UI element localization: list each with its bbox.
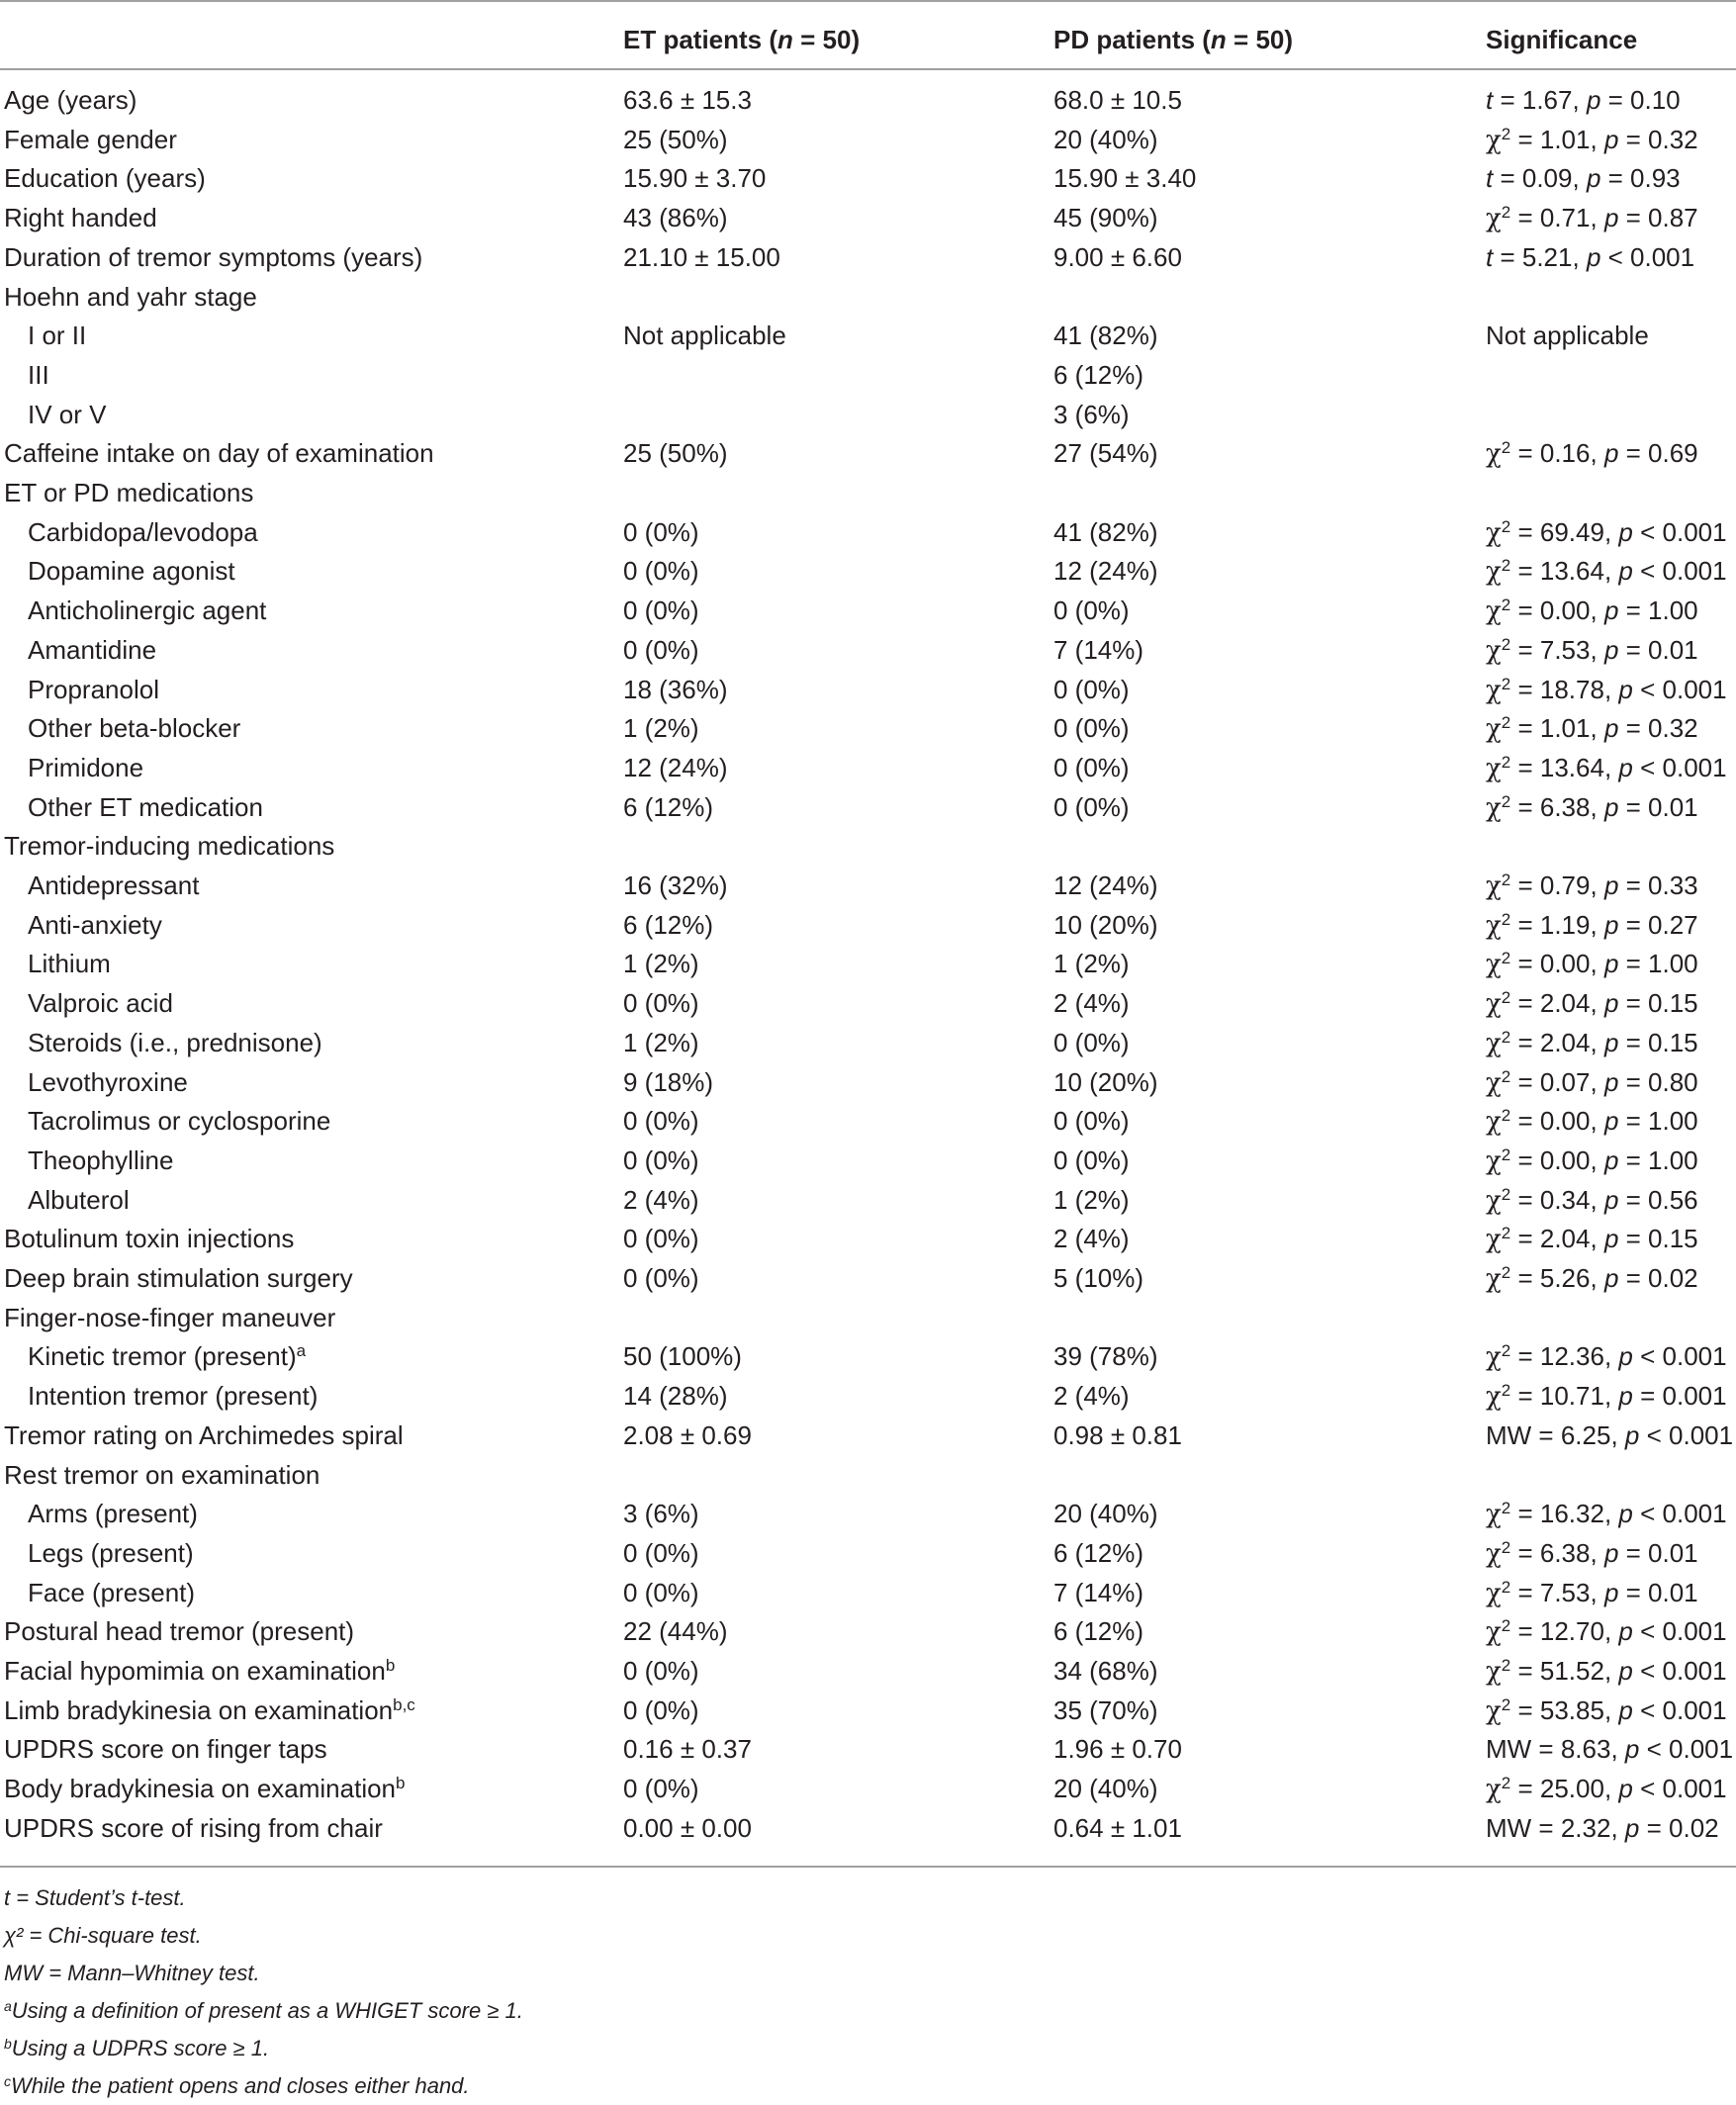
pd-value: 41 (82%) (1053, 516, 1158, 547)
table-row (0, 1455, 1736, 1495)
table-row (0, 1376, 1736, 1416)
table-row (0, 316, 1736, 355)
significance-value: $\chi^2 = 0.71$, p = 0.87 (1486, 203, 1698, 234)
footnote: $^a$Using a definition of present as a WHIGET score ≥ 1. (4, 1998, 523, 2023)
significance-value: $\chi^2 = 6.38$, p = 0.01 (1486, 1537, 1698, 1569)
row-label: Tacrolimus or cyclosporine (28, 1106, 331, 1137)
table-row (0, 1769, 1736, 1808)
row-label: Postural head tremor (present) (4, 1616, 355, 1647)
significance-value: MW = 6.25, p < 0.001 (1486, 1419, 1734, 1450)
footnote-marker: b (385, 1656, 396, 1675)
row-label: Tremor-inducing medications (4, 831, 335, 862)
table-row (0, 1729, 1736, 1769)
et-value: 1 (2%) (623, 713, 699, 744)
et-value: 6 (12%) (623, 909, 714, 940)
test-symbol: $\chi^2$ = (1486, 1381, 1540, 1413)
pd-value: 7 (14%) (1053, 634, 1144, 665)
significance-value: $\chi^2 = 7.53$, p = 0.01 (1486, 1577, 1698, 1608)
pd-value: 20 (40%) (1053, 1774, 1158, 1804)
et-value: 0 (0%) (623, 1577, 699, 1607)
et-value: 12 (24%) (623, 752, 728, 782)
row-label: Rest tremor on examination (4, 1459, 320, 1490)
p-value: p = 1.00 (1603, 1144, 1698, 1175)
row-label: Propranolol (28, 674, 159, 704)
et-value: 2.08 ± 0.69 (623, 1419, 752, 1450)
p-value: p < 0.001 (1618, 1341, 1727, 1372)
et-value: 0 (0%) (623, 1144, 699, 1175)
p-value: p < 0.001 (1618, 516, 1727, 547)
row-label: Antidepressant (28, 870, 200, 900)
p-value: p = 0.27 (1603, 909, 1698, 940)
test-symbol: t = (1486, 163, 1522, 194)
significance-value: $\chi^2 = 7.53$, p = 0.01 (1486, 634, 1698, 666)
pd-value: 45 (90%) (1053, 203, 1158, 233)
pd-value: 12 (24%) (1053, 870, 1158, 900)
table-row (0, 512, 1736, 552)
significance-value: $\chi^2 = 1.01$, p = 0.32 (1486, 713, 1698, 745)
table-row (0, 1298, 1736, 1337)
pd-value: 12 (24%) (1053, 556, 1158, 587)
test-symbol: $\chi^2$ = (1486, 870, 1540, 901)
test-symbol: $\chi^2$ = (1486, 203, 1540, 234)
table-row (0, 1651, 1736, 1691)
pd-value: 0 (0%) (1053, 752, 1130, 782)
pd-value: 3 (6%) (1053, 399, 1130, 429)
row-label: Anticholinergic agent (28, 595, 267, 626)
test-symbol: $\chi^2$ = (1486, 988, 1540, 1020)
et-value: 15.90 ± 3.70 (623, 163, 767, 194)
table-row (0, 748, 1736, 787)
test-symbol: $\chi^2$ = (1486, 1184, 1540, 1216)
table-row (0, 1573, 1736, 1612)
et-value: 0.16 ± 0.37 (623, 1734, 752, 1765)
p-value: p = 0.32 (1603, 713, 1698, 744)
test-symbol: $\chi^2$ = (1486, 1144, 1540, 1176)
significance-value: $\chi^2 = 1.01$, p = 0.32 (1486, 124, 1698, 155)
row-label: Female gender (4, 124, 177, 154)
row-label: Theophylline (28, 1144, 174, 1175)
test-symbol: $\chi^2$ = (1486, 438, 1540, 470)
header-col-pd: PD patients (n = 50) (1053, 25, 1294, 54)
row-label: Amantidine (28, 634, 157, 665)
significance-value: $\chi^2 = 0.16$, p = 0.69 (1486, 438, 1698, 470)
row-label: Lithium (28, 949, 111, 979)
test-symbol: $\chi^2$ = (1486, 1341, 1540, 1373)
row-label: Primidone (28, 752, 144, 782)
footnote: t = Student’s t-test. (4, 1885, 186, 1910)
test-symbol: $\chi^2$ = (1486, 1774, 1540, 1805)
test-symbol: MW = (1486, 1812, 1561, 1843)
table-row (0, 905, 1736, 945)
row-label: Arms (present) (28, 1499, 198, 1529)
et-value: 25 (50%) (623, 438, 728, 469)
pd-value: 2 (4%) (1053, 1381, 1130, 1412)
p-value: p = 0.15 (1603, 1224, 1698, 1254)
et-value: 1 (2%) (623, 1027, 699, 1057)
p-value: p = 0.87 (1603, 203, 1698, 233)
pd-value: 35 (70%) (1053, 1694, 1158, 1725)
et-value: Not applicable (623, 320, 786, 351)
footnote-marker: a (296, 1341, 307, 1361)
table-row (0, 433, 1736, 473)
table-row (0, 80, 1736, 120)
p-value: p = 0.01 (1603, 791, 1698, 822)
pd-value: 34 (68%) (1053, 1656, 1158, 1686)
test-symbol: $\chi^2$ = (1486, 634, 1540, 666)
pd-value: 10 (20%) (1053, 1066, 1158, 1097)
row-label: Facial hypomimia on examination$^b$ (4, 1656, 396, 1686)
table-header (0, 8, 1736, 59)
table-row (0, 1808, 1736, 1848)
test-symbol: $\chi^2$ = (1486, 124, 1540, 155)
row-label: Age (years) (4, 85, 137, 115)
row-label: UPDRS score on finger taps (4, 1734, 327, 1765)
test-symbol: MW = (1486, 1734, 1561, 1765)
table-row (0, 1062, 1736, 1102)
significance-value: $\chi^2 = 13.64$, p < 0.001 (1486, 556, 1727, 588)
footnote: $^b$Using a UDPRS score ≥ 1. (4, 2036, 270, 2060)
et-value: 0 (0%) (623, 1694, 699, 1725)
row-label: Finger-nose-finger maneuver (4, 1302, 336, 1332)
et-value: 43 (86%) (623, 203, 728, 233)
significance-value: $\chi^2 = 0.00$, p = 1.00 (1486, 1144, 1698, 1176)
p-value: p = 0.01 (1603, 1537, 1698, 1568)
row-label: Steroids (i.e., prednisone) (28, 1027, 322, 1057)
pd-value: 20 (40%) (1053, 124, 1158, 154)
row-label: Dopamine agonist (28, 556, 235, 587)
pd-value: 39 (78%) (1053, 1341, 1158, 1372)
row-label: Face (present) (28, 1577, 196, 1607)
test-symbol: $\chi^2$ = (1486, 791, 1540, 823)
test-symbol: $\chi^2$ = (1486, 516, 1540, 548)
et-value: 9 (18%) (623, 1066, 714, 1097)
table-row (0, 158, 1736, 198)
et-value: 63.6 ± 15.3 (623, 85, 752, 115)
row-label: I or II (28, 320, 87, 351)
header-bottom-rule (0, 68, 1736, 70)
p-value: p = 0.001 (1618, 1381, 1727, 1412)
p-value: p = 0.69 (1603, 438, 1698, 469)
significance-value: $\chi^2 = 0.07$, p = 0.80 (1486, 1066, 1698, 1098)
et-value: 0 (0%) (623, 634, 699, 665)
test-symbol: $\chi^2$ = (1486, 1656, 1540, 1687)
significance-value: Not applicable (1486, 320, 1649, 351)
test-symbol: $\chi^2$ = (1486, 1616, 1540, 1648)
table-row (0, 395, 1736, 434)
p-value: p = 1.00 (1603, 1106, 1698, 1137)
p-value: p < 0.001 (1618, 1616, 1727, 1647)
p-value: p < 0.001 (1586, 241, 1695, 272)
row-label: Limb bradykinesia on examination$^{b,c}$ (4, 1694, 415, 1725)
row-label: Valproic acid (28, 988, 173, 1019)
test-symbol: $\chi^2$ = (1486, 1027, 1540, 1058)
significance-value: $\chi^2 = 5.26$, p = 0.02 (1486, 1263, 1698, 1294)
table-row (0, 120, 1736, 159)
row-label: Other ET medication (28, 791, 263, 822)
pd-value: 0 (0%) (1053, 1144, 1130, 1175)
table-top-rule (0, 0, 1736, 2)
p-value: p = 0.15 (1603, 1027, 1698, 1057)
p-value: p < 0.001 (1618, 1499, 1727, 1529)
row-label: Caffeine intake on day of examination (4, 438, 434, 469)
pd-value: 0 (0%) (1053, 1027, 1130, 1057)
p-value: p < 0.001 (1618, 752, 1727, 782)
table-row (0, 944, 1736, 983)
table-row (0, 1023, 1736, 1062)
pd-value: 6 (12%) (1053, 1616, 1144, 1647)
row-label: Kinetic tremor (present)$^a$ (28, 1341, 307, 1372)
pd-value: 41 (82%) (1053, 320, 1158, 351)
significance-value: $\chi^2 = 6.38$, p = 0.01 (1486, 791, 1698, 823)
pd-value: 0 (0%) (1053, 1106, 1130, 1137)
p-value: p = 0.01 (1603, 1577, 1698, 1607)
header-col-et: ET patients (n = 50) (623, 25, 861, 54)
et-value: 0 (0%) (623, 1774, 699, 1804)
p-value: p = 0.02 (1624, 1812, 1719, 1843)
p-value: p = 0.01 (1603, 634, 1698, 665)
pd-value: 2 (4%) (1053, 988, 1130, 1019)
table-row (0, 787, 1736, 827)
p-value: p < 0.001 (1624, 1419, 1734, 1450)
significance-value: $\chi^2 = 2.04$, p = 0.15 (1486, 988, 1698, 1020)
pd-value: 0.64 ± 1.01 (1053, 1812, 1182, 1843)
et-value: 0 (0%) (623, 516, 699, 547)
row-label: III (28, 359, 49, 390)
significance-value: $\chi^2 = 2.04$, p = 0.15 (1486, 1224, 1698, 1255)
pd-value: 1 (2%) (1053, 949, 1130, 979)
table-row (0, 277, 1736, 317)
row-label: Duration of tremor symptoms (years) (4, 241, 423, 272)
significance-value: MW = 2.32, p = 0.02 (1486, 1812, 1719, 1843)
row-label: Legs (present) (28, 1537, 194, 1568)
significance-value: t = 0.09, p = 0.93 (1486, 163, 1681, 194)
test-symbol: $\chi^2$ = (1486, 1499, 1540, 1530)
et-value: 0 (0%) (623, 1224, 699, 1254)
pd-value: 27 (54%) (1053, 438, 1158, 469)
p-value: p < 0.001 (1618, 1774, 1727, 1804)
significance-value: $\chi^2 = 18.78$, p < 0.001 (1486, 674, 1727, 705)
et-value: 0 (0%) (623, 595, 699, 626)
table-row (0, 1336, 1736, 1376)
p-value: p = 0.80 (1603, 1066, 1698, 1097)
significance-value: $\chi^2 = 13.64$, p < 0.001 (1486, 752, 1727, 783)
et-value: 16 (32%) (623, 870, 728, 900)
test-symbol: $\chi^2$ = (1486, 752, 1540, 783)
significance-value: $\chi^2 = 2.04$, p = 0.15 (1486, 1027, 1698, 1058)
p-value: p = 0.33 (1603, 870, 1698, 900)
et-value: 14 (28%) (623, 1381, 728, 1412)
pd-value: 20 (40%) (1053, 1499, 1158, 1529)
row-label: Albuterol (28, 1184, 130, 1215)
significance-value: $\chi^2 = 0.34$, p = 0.56 (1486, 1184, 1698, 1216)
et-value: 0 (0%) (623, 1106, 699, 1137)
table-row (0, 708, 1736, 748)
significance-value: MW = 8.63, p < 0.001 (1486, 1734, 1734, 1765)
et-value: 25 (50%) (623, 124, 728, 154)
table-row (0, 1494, 1736, 1533)
pd-value: 68.0 ± 10.5 (1053, 85, 1182, 115)
significance-value: $\chi^2 = 16.32$, p < 0.001 (1486, 1499, 1727, 1530)
significance-value: $\chi^2 = 12.70$, p < 0.001 (1486, 1616, 1727, 1648)
significance-value: $\chi^2 = 0.00$, p = 1.00 (1486, 595, 1698, 627)
p-value: p = 0.15 (1603, 988, 1698, 1019)
p-value: p = 0.10 (1586, 85, 1681, 115)
footnote-marker: b (396, 1774, 406, 1793)
significance-value: t = 1.67, p = 0.10 (1486, 85, 1681, 115)
table-row (0, 1611, 1736, 1651)
test-symbol: MW = (1486, 1419, 1561, 1450)
table-row (0, 983, 1736, 1023)
test-symbol: $\chi^2$ = (1486, 713, 1540, 745)
significance-value: $\chi^2 = 12.36$, p < 0.001 (1486, 1341, 1727, 1373)
table-bottom-rule (0, 1866, 1736, 1868)
test-symbol: $\chi^2$ = (1486, 595, 1540, 627)
pd-value: 0 (0%) (1053, 595, 1130, 626)
p-value: p < 0.001 (1618, 556, 1727, 587)
et-value: 50 (100%) (623, 1341, 742, 1372)
table-row (0, 866, 1736, 905)
footnote: χ² = Chi-square test. (4, 1923, 202, 1948)
p-value: p = 0.56 (1603, 1184, 1698, 1215)
significance-value: $\chi^2 = 0.79$, p = 0.33 (1486, 870, 1698, 901)
pd-value: 10 (20%) (1053, 909, 1158, 940)
test-symbol: $\chi^2$ = (1486, 674, 1540, 705)
significance-value: $\chi^2 = 10.71$, p = 0.001 (1486, 1381, 1727, 1413)
test-symbol: t = (1486, 85, 1522, 115)
p-value: p < 0.001 (1618, 1694, 1727, 1725)
et-value: 0 (0%) (623, 1537, 699, 1568)
table-row (0, 1141, 1736, 1180)
significance-value: $\chi^2 = 25.00$, p < 0.001 (1486, 1774, 1727, 1805)
footnote: $^c$While the patient opens and closes either hand. (4, 2073, 470, 2098)
et-value: 0 (0%) (623, 1263, 699, 1293)
table-row (0, 551, 1736, 591)
row-label: Tremor rating on Archimedes spiral (4, 1419, 404, 1450)
test-symbol: $\chi^2$ = (1486, 1263, 1540, 1294)
significance-value: $\chi^2 = 1.19$, p = 0.27 (1486, 909, 1698, 941)
et-value: 0 (0%) (623, 988, 699, 1019)
p-value: p = 1.00 (1603, 595, 1698, 626)
et-value: 22 (44%) (623, 1616, 728, 1647)
table-row (0, 1101, 1736, 1141)
table-row (0, 1533, 1736, 1573)
row-label: ET or PD medications (4, 478, 254, 507)
p-value: p = 0.32 (1603, 124, 1698, 154)
test-symbol: $\chi^2$ = (1486, 909, 1540, 941)
table-row (0, 826, 1736, 866)
et-value: 18 (36%) (623, 674, 728, 704)
table-row (0, 473, 1736, 512)
p-value: p < 0.001 (1618, 674, 1727, 704)
significance-value: $\chi^2 = 69.49$, p < 0.001 (1486, 516, 1727, 548)
pd-value: 0 (0%) (1053, 713, 1130, 744)
table-row (0, 1219, 1736, 1258)
pd-value: 6 (12%) (1053, 1537, 1144, 1568)
table-footnotes (4, 1879, 1725, 2105)
pd-value: 0 (0%) (1053, 674, 1130, 704)
test-symbol: $\chi^2$ = (1486, 949, 1540, 980)
row-label: Anti-anxiety (28, 909, 162, 940)
p-value: p = 1.00 (1603, 949, 1698, 979)
row-label: Deep brain stimulation surgery (4, 1263, 353, 1293)
table-row (0, 1416, 1736, 1455)
significance-value: t = 5.21, p < 0.001 (1486, 241, 1695, 272)
significance-value: $\chi^2 = 53.85$, p < 0.001 (1486, 1694, 1727, 1726)
row-label: Body bradykinesia on examination$^b$ (4, 1774, 406, 1804)
pd-value: 6 (12%) (1053, 359, 1144, 390)
table-row (0, 630, 1736, 670)
footnote-marker: b,c (393, 1694, 415, 1714)
pd-value: 1 (2%) (1053, 1184, 1130, 1215)
pd-value: 1.96 ± 0.70 (1053, 1734, 1182, 1765)
et-value: 6 (12%) (623, 791, 714, 822)
row-label: Botulinum toxin injections (4, 1224, 295, 1254)
et-value: 0.00 ± 0.00 (623, 1812, 752, 1843)
row-label: Hoehn and yahr stage (4, 281, 257, 312)
row-label: IV or V (28, 399, 107, 429)
row-label: Education (years) (4, 163, 206, 194)
row-label: UPDRS score of rising from chair (4, 1812, 383, 1843)
pd-value: 0.98 ± 0.81 (1053, 1419, 1182, 1450)
significance-value: $\chi^2 = 0.00$, p = 1.00 (1486, 1106, 1698, 1138)
table-row (0, 237, 1736, 277)
table-row (0, 355, 1736, 395)
et-value: 21.10 ± 15.00 (623, 241, 780, 272)
test-symbol: $\chi^2$ = (1486, 1694, 1540, 1726)
pd-value: 0 (0%) (1053, 791, 1130, 822)
test-symbol: $\chi^2$ = (1486, 1577, 1540, 1608)
header-col-significance: Significance (1486, 25, 1638, 54)
et-value: 0 (0%) (623, 1656, 699, 1686)
et-value: 3 (6%) (623, 1499, 699, 1529)
test-symbol: $\chi^2$ = (1486, 1537, 1540, 1569)
table-row (0, 1180, 1736, 1220)
pd-value: 2 (4%) (1053, 1224, 1130, 1254)
test-symbol: $\chi^2$ = (1486, 1224, 1540, 1255)
test-symbol: $\chi^2$ = (1486, 1066, 1540, 1098)
pd-value: 15.90 ± 3.40 (1053, 163, 1197, 194)
row-label: Carbidopa/levodopa (28, 516, 258, 547)
test-symbol: $\chi^2$ = (1486, 556, 1540, 588)
et-value: 1 (2%) (623, 949, 699, 979)
pd-value: 5 (10%) (1053, 1263, 1144, 1293)
et-value: 0 (0%) (623, 556, 699, 587)
footnote: MW = Mann–Whitney test. (4, 1961, 260, 1985)
p-value: p < 0.001 (1618, 1656, 1727, 1686)
table-row (0, 1691, 1736, 1730)
table-row (0, 591, 1736, 630)
row-label: Levothyroxine (28, 1066, 188, 1097)
table-row (0, 1258, 1736, 1298)
pd-value: 7 (14%) (1053, 1577, 1144, 1607)
row-label: Right handed (4, 203, 157, 233)
p-value: p = 0.02 (1603, 1263, 1698, 1293)
row-label: Intention tremor (present) (28, 1381, 319, 1412)
test-symbol: $\chi^2$ = (1486, 1106, 1540, 1138)
p-value: p = 0.93 (1586, 163, 1681, 194)
et-value: 2 (4%) (623, 1184, 699, 1215)
p-value: p < 0.001 (1624, 1734, 1734, 1765)
table-row (0, 670, 1736, 709)
row-label: Other beta-blocker (28, 713, 241, 744)
test-symbol: t = (1486, 241, 1522, 272)
significance-value: $\chi^2 = 0.00$, p = 1.00 (1486, 949, 1698, 980)
pd-value: 9.00 ± 6.60 (1053, 241, 1182, 272)
significance-value: $\chi^2 = 51.52$, p < 0.001 (1486, 1656, 1727, 1687)
table-row (0, 198, 1736, 237)
